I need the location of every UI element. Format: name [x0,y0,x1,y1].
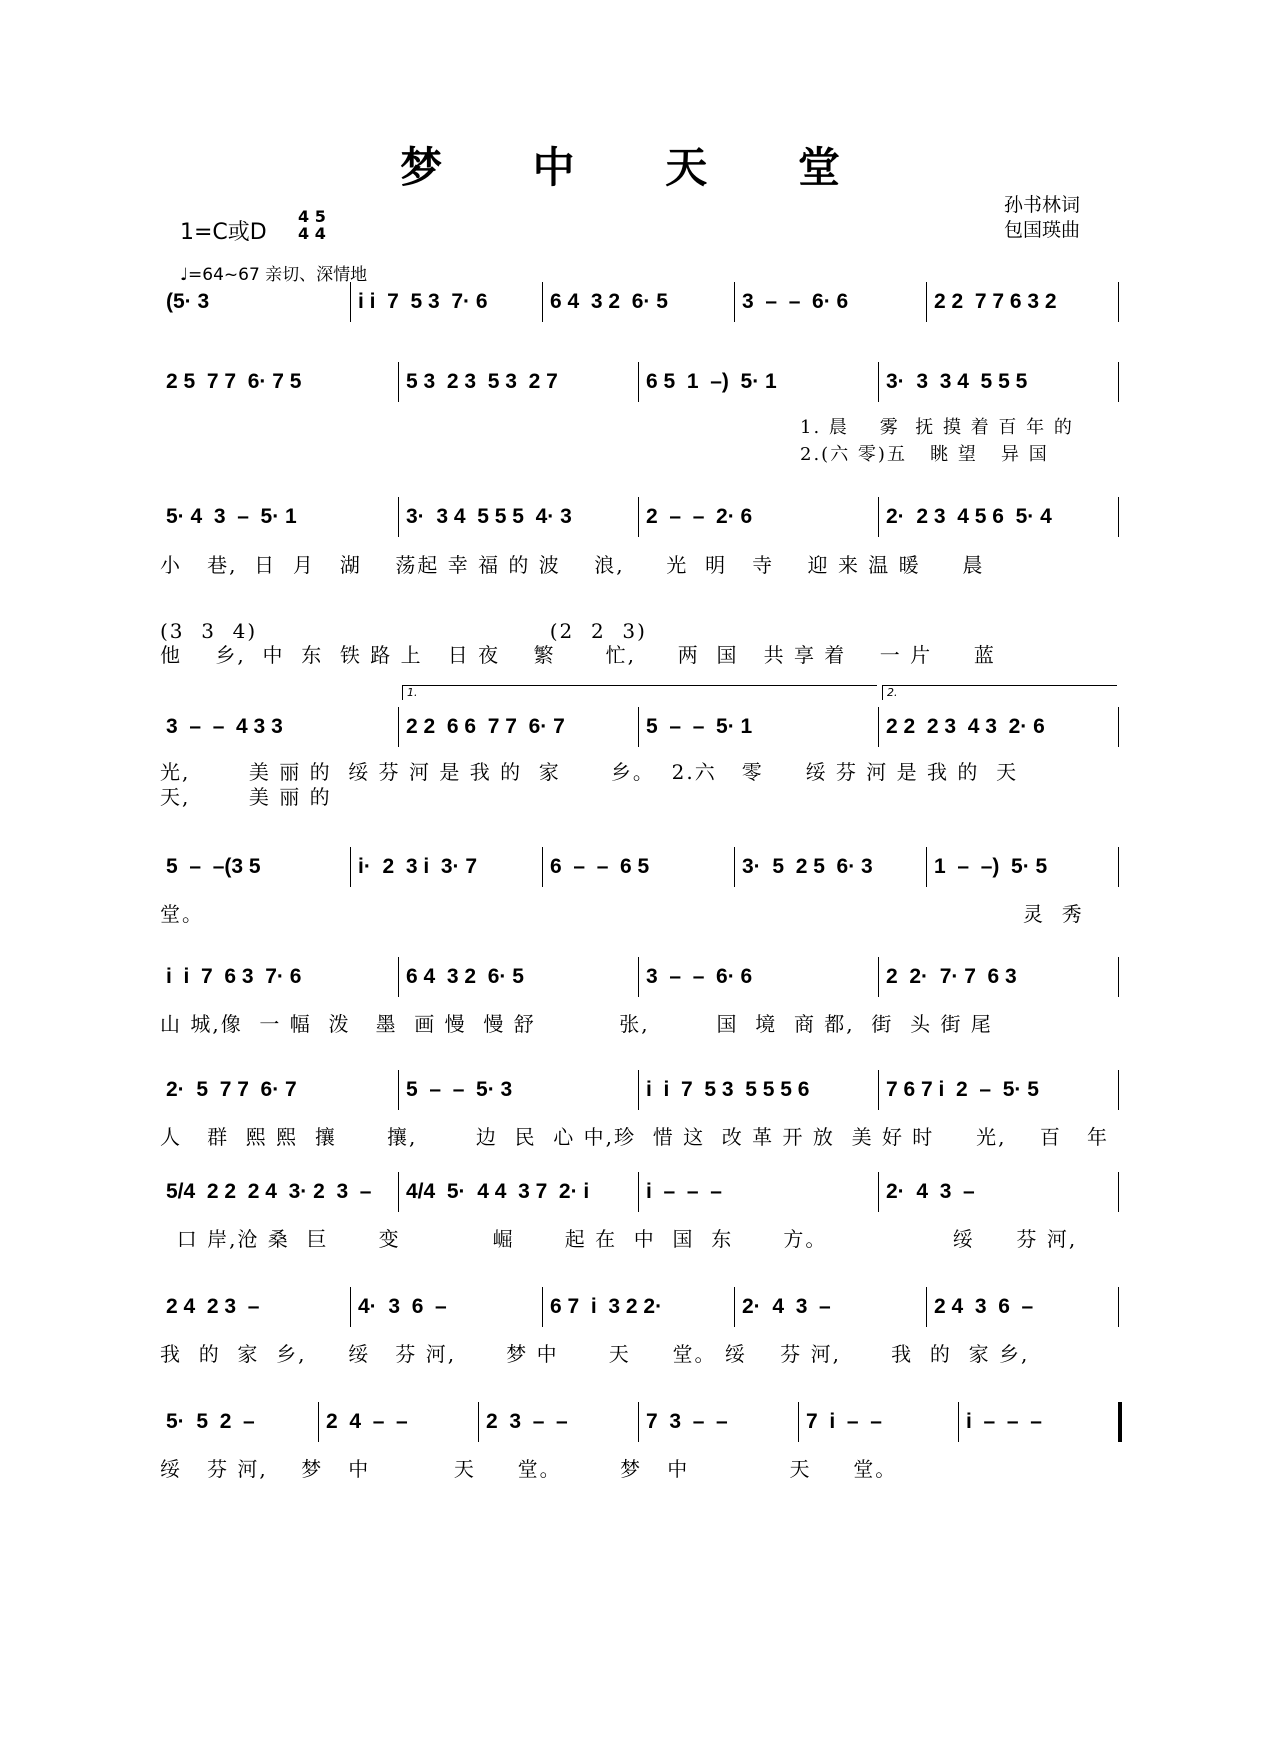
barline [798,1402,799,1442]
measure: 2 5 7 7 6· 7 5 [166,370,302,393]
barline [398,957,399,997]
barline [1118,1402,1122,1442]
score-line [160,1180,1120,1210]
measure: 6 4 3 2 6· 5 [550,290,668,313]
lyric-line: 他 乡, 中 东 铁 路 上 日 夜 繁 忙, 两 国 共 享 着 一 片 蓝 [160,643,996,667]
barline [1118,1172,1119,1212]
measure: 2 3 – – [486,1410,568,1433]
barline [478,1402,479,1442]
barline [926,1287,927,1327]
lyricist-credit: 孙书林词 [1004,194,1081,216]
barline [638,1402,639,1442]
volta-bracket-2: 2. [882,685,1117,700]
barline [1118,1070,1119,1110]
measure: 2 4 – – [326,1410,408,1433]
measure: 2 4 2 3 – [166,1295,260,1318]
measure: 5 – –(3 5 [166,855,261,878]
barline [734,847,735,887]
measure: 7 i – – [806,1410,882,1433]
measure: 7 6 7 i 2 – 5· 5 [886,1078,1039,1101]
barline [878,497,879,537]
lyric-line: 天, 美 丽 的 [160,785,332,809]
barline [638,707,639,747]
lyric-line: 山 城,像 一 幅 泼 墨 画 慢 慢 舒 张, 国 境 商 都, 街 头 街 尾 [160,1012,993,1036]
measure: 2 2· 7· 7 6 3 [886,965,1017,988]
measure: 6 7 i 3 2 2· [550,1295,663,1318]
measure: 2 – – 2· 6 [646,505,753,528]
barline [878,957,879,997]
barline [542,282,543,322]
measure: 4/4 5· 4 4 3 7 2· i [406,1180,590,1203]
composer-credit: 包国瑛曲 [1004,219,1081,241]
measure: 2 2 7 7 6 3 2 [934,290,1057,313]
barline [350,847,351,887]
lyric-line: 我 的 家 乡, 绥 芬 河, 梦 中 天 堂。 绥 芬 河, 我 的 家 乡, [160,1342,1030,1366]
barline [878,1070,879,1110]
barline [542,847,543,887]
measure: 1 – –) 5· 5 [934,855,1048,878]
score-line [160,505,1120,535]
score-line [160,686,1120,745]
barline [1118,957,1119,997]
barline [398,707,399,747]
time-signature-top: 4 5 [298,207,326,226]
barline [638,362,639,402]
measure: 3· 5 2 5 6· 3 [742,855,873,878]
measure: 2· 4 3 – [886,1180,975,1203]
barline [1118,847,1119,887]
measure: 6 4 3 2 6· 5 [406,965,524,988]
measure: 3· 3 3 4 5 5 5 [886,370,1028,393]
barline [398,362,399,402]
measure: 2· 4 3 – [742,1295,831,1318]
measure: (5· 3 [166,290,210,313]
measure: 3 – – 4 3 3 [166,715,283,738]
lyric-line: 人 群 熙 熙 攘 攘, 边 民 心 中,珍 惜 这 改 革 开 放 美 好 时 光, 百 年 [160,1125,1109,1149]
measure: 3 – – 6· 6 [646,965,753,988]
score-line [160,1078,1120,1108]
measure: 5· 5 2 – [166,1410,255,1433]
lyric-line: 口 岸,沧 桑 巨 变 崛 起 在 中 国 东 方。 绥 芬 河, [160,1227,1078,1251]
measure: 2 2 6 6 7 7 6· 7 [406,715,565,738]
barline [638,497,639,537]
measure: i i 7 5 3 7· 6 [358,290,488,313]
measure: 5· 4 3 – 5· 1 [166,505,297,528]
measure: 5 3 2 3 5 3 2 7 [406,370,558,393]
barline [1118,707,1119,747]
barline [398,497,399,537]
measure: 6 – – 6 5 [550,855,650,878]
score-line [160,965,1120,995]
measure: 2· 2 3 4 5 6 5· 4 [886,505,1052,528]
barline [350,1287,351,1327]
barline [734,1287,735,1327]
measure: 3 – – 6· 6 [742,290,849,313]
measure: 2 2 2 3 4 3 2· 6 [886,715,1045,738]
song-title: 梦 中 天 堂 [400,143,878,192]
measure: 6 5 1 –) 5· 1 [646,370,777,393]
barline [318,1402,319,1442]
score-line [160,290,1120,320]
barline [1118,282,1119,322]
measure: i· 2 3 i 3· 7 [358,855,478,878]
score-line [160,370,1120,400]
lyric-line: 2.(六 零)五 眺 望 异 国 [800,444,1049,465]
barline [734,282,735,322]
measure: i i 7 5 3 5 5 5 6 [646,1078,810,1101]
barline [398,1070,399,1110]
lyric-line: 绥 芬 河, 梦 中 天 堂。 梦 中 天 堂。 [160,1457,898,1481]
measure: 3· 3 4 5 5 5 4· 3 [406,505,572,528]
barline [638,1070,639,1110]
measure: 5 – – 5· 3 [406,1078,513,1101]
barline [926,847,927,887]
barline [542,1287,543,1327]
tempo-marking: ♩=64~67 亲切、深情地 [180,265,368,285]
measure: 5 – – 5· 1 [646,715,753,738]
lyric-line: 光, 美 丽 的 绥 芬 河 是 我 的 家 乡。 2.六 零 绥 芬 河 是 我 的 天 [160,760,1019,784]
measure: i – – – [966,1410,1042,1433]
barline [638,957,639,997]
key-signature: 1=C或D [180,220,267,245]
measure: 5/4 2 2 2 4 3· 2 3 – [166,1180,372,1203]
barline [926,282,927,322]
barline [878,1172,879,1212]
measure: i – – – [646,1180,722,1203]
measure: i i 7 6 3 7· 6 [166,965,302,988]
measure: 4· 3 6 – [358,1295,447,1318]
measure: 7 3 – – [646,1410,728,1433]
volta-bracket-1: 1. [402,685,877,700]
score-line [160,855,1120,885]
barline [1118,1287,1119,1327]
lyric-line: 小 巷, 日 月 湖 荡起 幸 福 的 波 浪, 光 明 寺 迎 来 温 暖 晨 [160,553,985,577]
measure: 2 4 3 6 – [934,1295,1034,1318]
barline [350,282,351,322]
time-signature-bottom: 4 4 [298,224,326,243]
barline [878,362,879,402]
barline [1118,362,1119,402]
score-line [160,1410,1120,1440]
lyric-line: 1. 晨 雾 抚 摸 着 百 年 的 [800,417,1074,438]
time-signature [298,208,338,242]
lyric-line: (3 3 4) (2 2 3) [160,619,647,643]
lyric-line: 堂。 灵 秀 [160,902,1084,926]
barline [878,707,879,747]
barline [398,1172,399,1212]
barline [1118,497,1119,537]
score-line [160,1295,1120,1325]
barline [638,1172,639,1212]
barline [958,1402,959,1442]
measure: 2· 5 7 7 6· 7 [166,1078,297,1101]
